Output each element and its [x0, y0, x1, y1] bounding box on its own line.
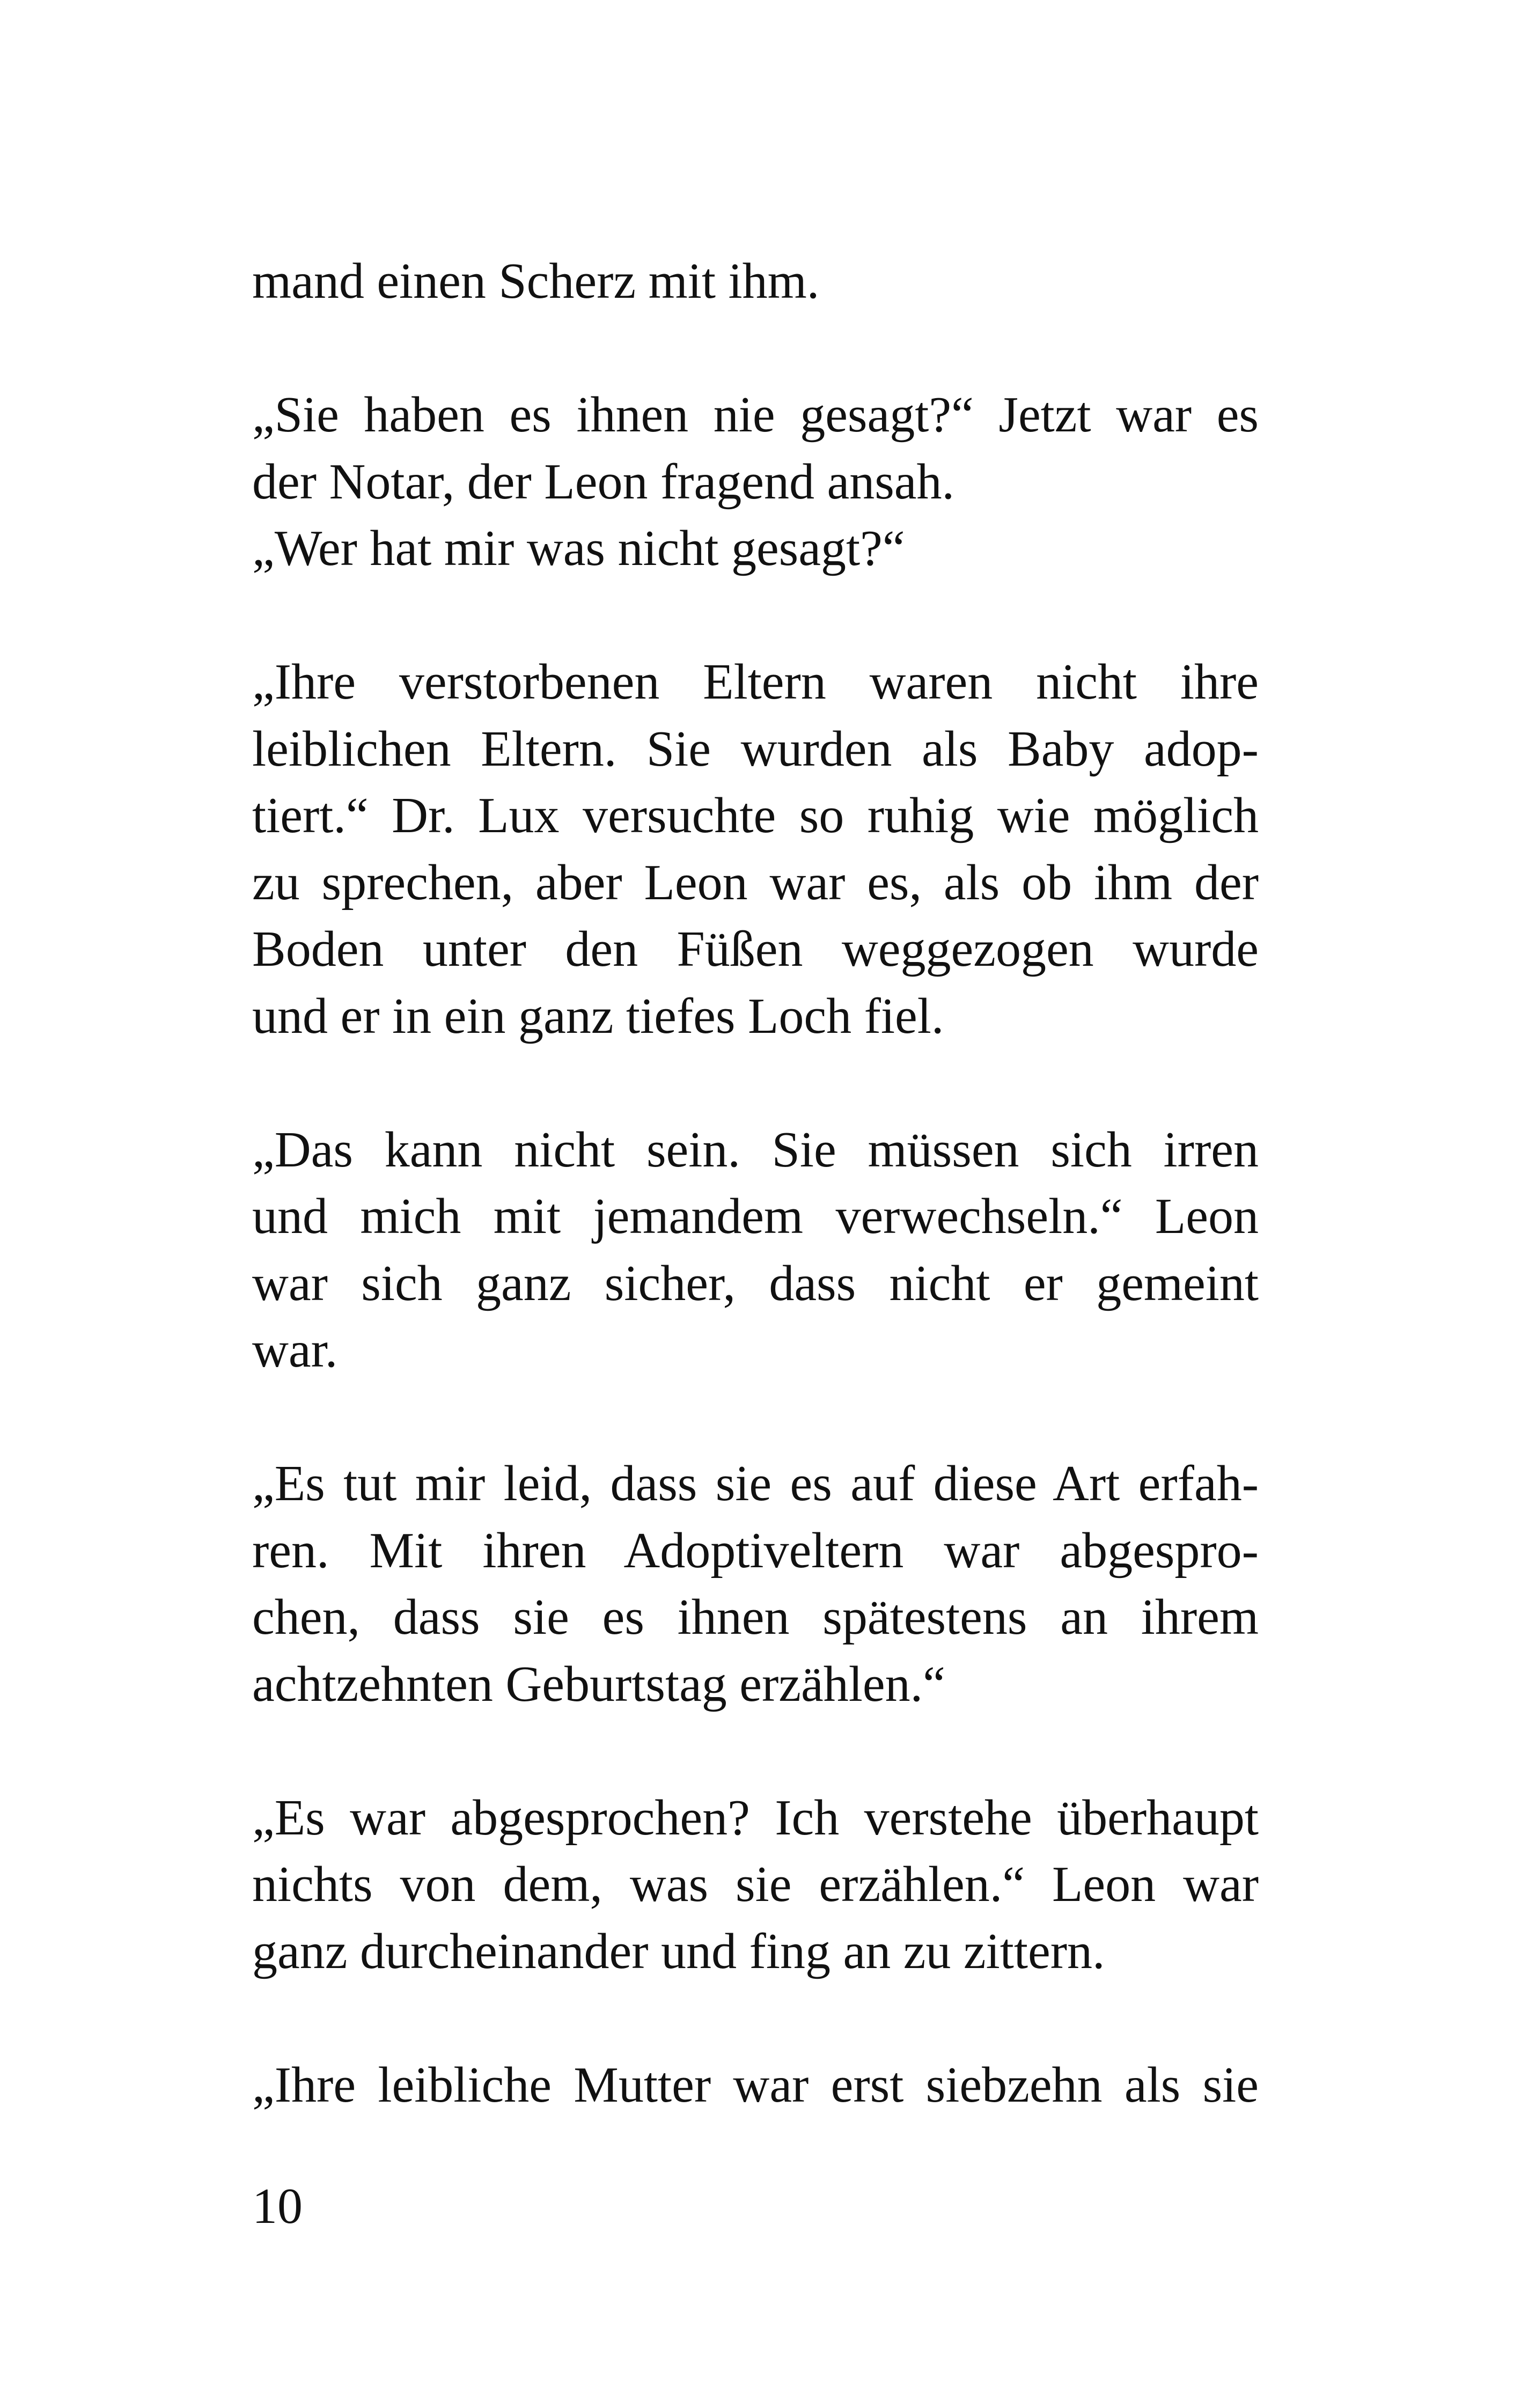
text-line: „Ihre leibliche Mutter war erst siebzehn als sie: [252, 2057, 1259, 2113]
paragraph: [252, 649, 1259, 1049]
paragraph: [252, 1450, 1259, 1717]
paragraph: [252, 381, 1259, 582]
text-line: nichts von dem, was sie erzählen.“ Leon war: [252, 1856, 1259, 1912]
text-line: „Das kann nicht sein. Sie müssen sich irren: [252, 1121, 1259, 1178]
text-line: „Sie haben es ihnen nie gesagt?“ Jetzt war es: [252, 387, 1259, 443]
paragraph: [252, 2052, 1259, 2119]
text-line: war.: [252, 1322, 338, 1378]
text-line: ren. Mit ihren Adoptiveltern war abgespro-: [252, 1522, 1259, 1579]
page-number: 10: [252, 2178, 303, 2234]
text-line: „Wer hat mir was nicht gesagt?“: [252, 520, 905, 576]
text-line: „Ihre verstorbenen Eltern waren nicht ihre: [252, 654, 1259, 710]
text-line: ganz durcheinander und fing an zu zittern.: [252, 1923, 1105, 1979]
paragraph: [252, 1785, 1259, 1985]
text-line: leiblichen Eltern. Sie wurden als Baby adop-: [252, 721, 1259, 777]
text-line: achtzehnten Geburtstag erzählen.“: [252, 1656, 945, 1712]
text-line: und mich mit jemandem verwechseln.“ Leon: [252, 1188, 1259, 1244]
text-line: und er in ein ganz tiefes Loch fiel.: [252, 988, 944, 1044]
paragraph: [252, 1117, 1259, 1384]
text-line: „Es war abgesprochen? Ich verstehe überhaupt: [252, 1789, 1259, 1846]
text-line: mand einen Scherz mit ihm.: [252, 253, 820, 309]
body-text: [252, 248, 1259, 2118]
text-line: Boden unter den Füßen weggezogen wurde: [252, 921, 1259, 977]
text-line: „Es tut mir leid, dass sie es auf diese Art erfah-: [252, 1456, 1259, 1511]
text-line: der Notar, der Leon fragend ansah.: [252, 453, 955, 510]
text-line: chen, dass sie es ihnen spätestens an ihrem: [252, 1589, 1259, 1645]
text-line: war sich ganz sicher, dass nicht er gemeint: [252, 1255, 1259, 1311]
paragraph: [252, 248, 1259, 315]
text-line: tiert.“ Dr. Lux versuchte so ruhig wie möglich: [252, 788, 1259, 843]
text-line: zu sprechen, aber Leon war es, als ob ihm der: [252, 854, 1259, 911]
